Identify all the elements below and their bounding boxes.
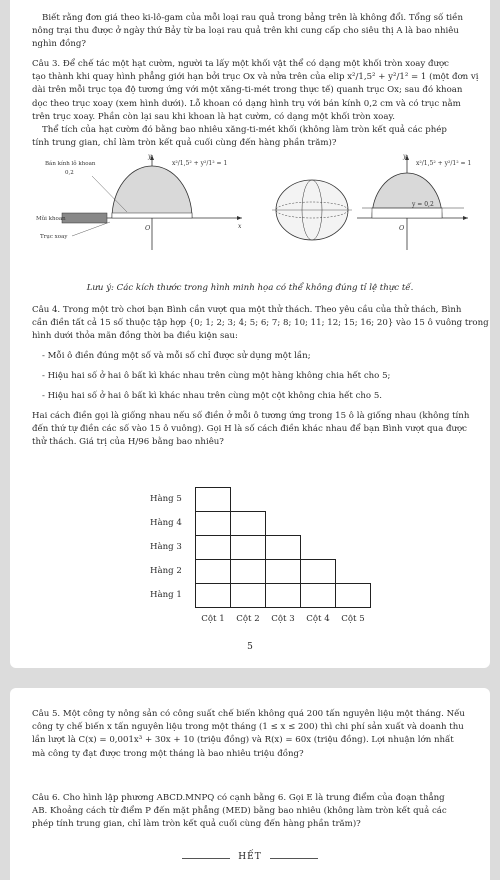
row-label-1: Hàng 1 — [150, 590, 182, 600]
grid-cell-r4-c1[interactable] — [195, 511, 231, 536]
bead-figure — [32, 150, 472, 260]
condition-item: - Mỗi ô điền đúng một số và mỗi số chỉ được sử dụng một lần; — [42, 351, 311, 361]
text-line: tạo thành khi quay hình phẳng giới hạn bởi trục Ox và nửa trên của elip x²/1,5² + y²/1² = 1 (một đơn vị — [32, 72, 479, 83]
ellipse-equation-2: x²/1,5² + y²/1² = 1 — [416, 160, 472, 167]
grid-cell-r1-c1[interactable] — [195, 583, 231, 608]
grid-cell-r3-c3[interactable] — [265, 535, 301, 560]
grid-cell-r2-c1[interactable] — [195, 559, 231, 584]
label-hole: Mũi khoan — [36, 216, 66, 222]
y-axis-label-2: y — [403, 153, 407, 160]
text-line: Biết rằng đơn giá theo ki-lô-gam của mỗi loại rau quả trong bảng trên là không đổi. Tổng số tiền — [42, 13, 464, 23]
grid-cell-r5-c1[interactable] — [195, 487, 231, 512]
text-line: cần điền tất cả 15 số thuộc tập hợp {0; 1; 2; 3; 4; 5; 6; 7; 8; 10; 11; 12; 15; 16; 20} vào 15 ô vuông trong — [32, 318, 489, 329]
condition-item: - Hiệu hai số ở hai ô bất kì khác nhau trên cùng một hàng không chia hết cho 5; — [42, 371, 391, 381]
page-5 — [10, 0, 490, 668]
page-number: 5 — [247, 642, 253, 652]
text-line: phép tính trung gian, chỉ làm tròn kết quả cuối cùng đến hàng phần trăm)? — [32, 819, 361, 830]
grid-cell-r3-c1[interactable] — [195, 535, 231, 560]
row-label-2: Hàng 2 — [150, 566, 182, 576]
text-line: Thể tích của hạt cườm đó bằng bao nhiêu xăng-ti-mét khối (không làm tròn kết quả các phép — [42, 125, 447, 136]
conditions-list — [42, 346, 472, 406]
grid-cell-r3-c2[interactable] — [230, 535, 266, 560]
col-label-5: Cột 5 — [341, 614, 365, 624]
origin-label-2: O — [399, 224, 405, 232]
y-axis-label: y — [148, 153, 152, 160]
condition-item: - Hiệu hai số ở hai ô bất kì khác nhau trên cùng một cột không chia hết cho 5. — [42, 391, 383, 401]
question-3 — [32, 58, 479, 150]
text-line: nông trại thu được ở ngày thứ Bảy từ ba loại rau quả trên khi cung cấp cho siêu thị A là bao nhiêu — [32, 26, 459, 37]
text-line: Câu 4. Trong một trò chơi bạn Bình cần vượt qua một thử thách. Theo yêu cầu của thử thách, Bình — [32, 305, 462, 315]
grid-cell-r1-c5[interactable] — [335, 583, 371, 608]
figure-note: Lưu ý: Các kích thước trong hình minh họa có thể không đúng tỉ lệ thực tế. — [86, 283, 414, 293]
text-line: trên trục xoay. Phần còn lại sau khi khoan là hạt cườm, có dạng một khối tròn xoay. — [32, 111, 395, 122]
question-5 — [32, 708, 472, 761]
question-4 — [32, 304, 489, 344]
origin-label: O — [145, 224, 151, 232]
row-label-3: Hàng 3 — [150, 542, 182, 552]
text-line: lần lượt là C(x) = 0,001x³ + 30x + 10 (triệu đồng) và R(x) = 60x (triệu đồng). Lợi nhuận lớn nhất — [32, 735, 454, 746]
grid-cell-r2-c2[interactable] — [230, 559, 266, 584]
text-line: Câu 6. Cho hình lập phương ABCD.MNPQ có cạnh bằng 6. Gọi E là trung điểm của đoạn thẳng — [32, 793, 445, 803]
end-rule-right — [270, 858, 318, 859]
label-axis: Trục xoay — [40, 234, 68, 240]
grid-cell-r1-c4[interactable] — [300, 583, 336, 608]
col-label-4: Cột 4 — [306, 614, 330, 624]
col-label-3: Cột 3 — [271, 614, 295, 624]
figure-panel-2 — [272, 180, 352, 240]
figure-panel-3 — [357, 153, 471, 250]
text-line: hình dưới thỏa mãn đồng thời ba điều kiện sau: — [32, 331, 238, 342]
end-marker: HẾT — [238, 852, 262, 862]
text-line: thử thách. Giá trị của H/96 bằng bao nhiêu? — [32, 437, 224, 448]
text-line: đến thứ tự điền các số vào 15 ô vuông). Gọi H là số cách điền khác nhau để bạn Bình vượt qua được — [32, 424, 467, 435]
text-line: Hai cách điền gọi là giống nhau nếu số điền ở mỗi ô tương ứng trong 15 ô là giống nhau (không tính — [32, 411, 470, 421]
text-line: dài trên mỗi trục tọa độ tương ứng với một xăng-ti-mét trong thực tế) quanh trục Ox; sau đó khoan — [32, 85, 463, 96]
text-line: Câu 3. Để chế tác một hạt cườm, người ta lấy một khối vật thể có dạng một khối tròn xoay được — [32, 59, 449, 69]
text-line: nghìn đồng? — [32, 39, 86, 50]
text-line: Câu 5. Một công ty nông sản có công suất chế biến không quá 200 tấn nguyên liệu một tháng. Nếu — [32, 709, 465, 719]
ellipse-equation: x²/1,5² + y²/1² = 1 — [172, 160, 228, 167]
text-line: AB. Khoảng cách từ điểm P đến mặt phẳng (MED) bằng bao nhiêu (không làm tròn kết quả các — [32, 806, 447, 817]
grid-cell-r2-c4[interactable] — [300, 559, 336, 584]
x-axis-label: x — [238, 223, 242, 230]
row-label-4: Hàng 4 — [150, 518, 182, 528]
col-label-2: Cột 2 — [236, 614, 260, 624]
grid-cell-r1-c2[interactable] — [230, 583, 266, 608]
page-6 — [10, 688, 490, 880]
intro-paragraph — [32, 12, 472, 52]
text-line: mà công ty đạt được trong một tháng là bao nhiêu triệu đồng? — [32, 748, 304, 759]
col-label-1: Cột 1 — [201, 614, 225, 624]
grid-cell-r4-c2[interactable] — [230, 511, 266, 536]
text-line: dọc theo trục xoay (xem hình dưới). Lỗ khoan có dạng hình trụ với bán kính 0,2 cm và có trục nằm — [32, 98, 461, 109]
label-radius-value: 0,2 — [65, 170, 74, 176]
figure-panel-1 — [36, 153, 242, 250]
grid-cell-r2-c3[interactable] — [265, 559, 301, 584]
grid-cell-r1-c3[interactable] — [265, 583, 301, 608]
text-line: tính trung gian, chỉ làm tròn kết quả cuối cùng đến hàng phần trăm)? — [32, 138, 337, 149]
text-line: công ty chế biến x tấn nguyên liệu trong một tháng (1 ≤ x ≤ 200) thì chi phí sản xuất và doanh thu — [32, 722, 464, 733]
line-label: y = 0,2 — [412, 201, 434, 208]
question-4-part-b — [32, 410, 472, 450]
question-6 — [32, 792, 472, 832]
label-radius: Bán kính lỗ khoan — [45, 161, 96, 167]
row-label-5: Hàng 5 — [150, 494, 182, 504]
